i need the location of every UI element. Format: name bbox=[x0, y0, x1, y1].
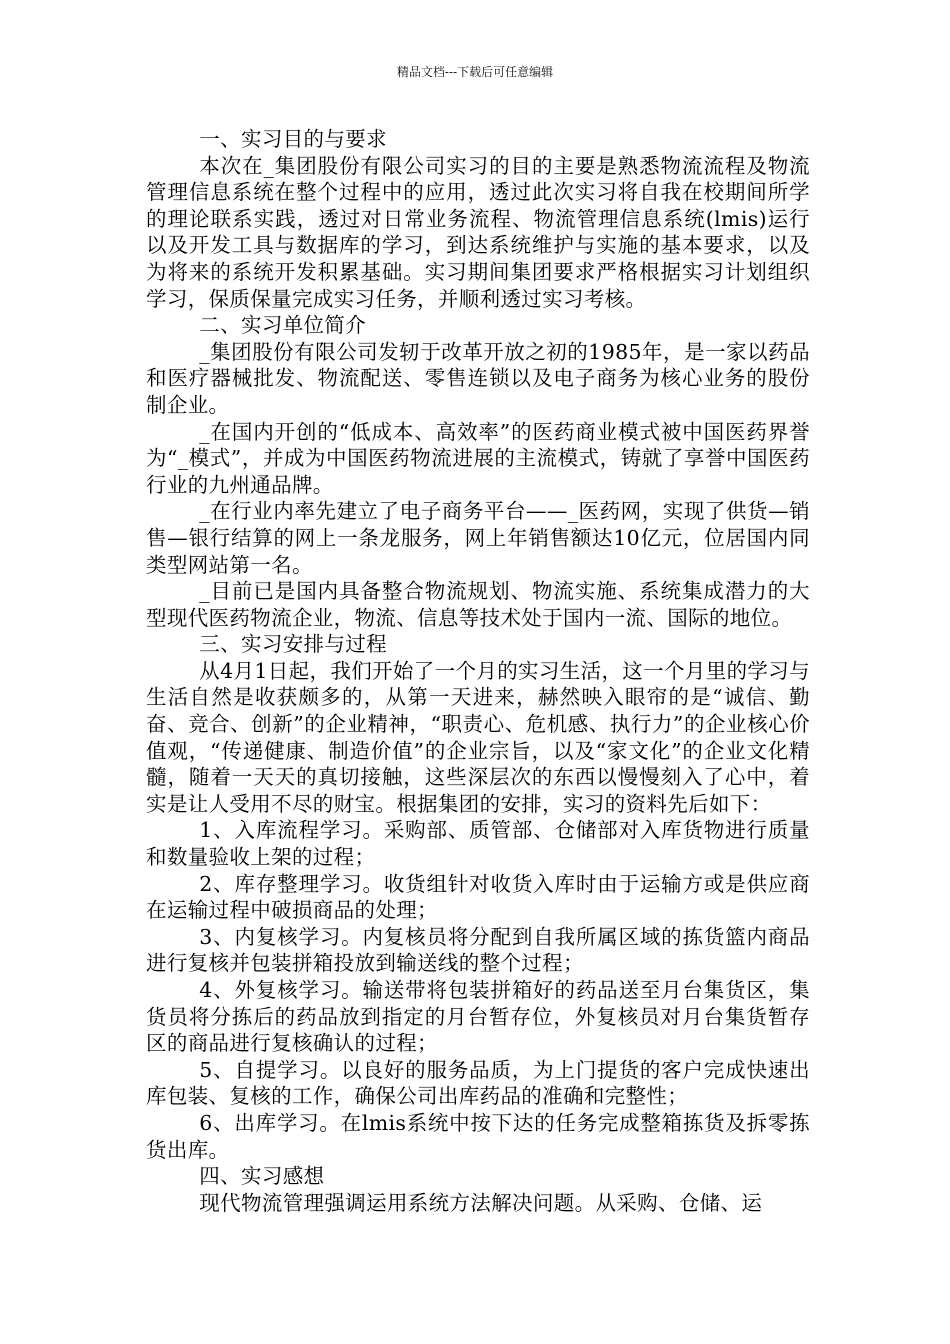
section-heading: 四、实习感想 bbox=[199, 1164, 325, 1189]
body-paragraph: 本次在_集团股份有限公司实习的目的主要是熟悉物流流程及物流管理信息系统在整个过程中的应用，透过此次实习将自我在校期间所学的理论联系实践，透过对日常业务流程、物流管理信息系统(lmis)运行以及开发工具与数据库的学习，到达系统维护与实施的基本要求，以及为将来的系统开发积累基础。实习期间集团要求严格根据实习计划组织学习，保质保量完成实习任务，并顺利透过实习考核。 bbox=[146, 153, 810, 311]
section-heading: 二、实习单位简介 bbox=[199, 313, 367, 338]
list-item: 5、自提学习。以良好的服务品质，为上门提货的客户完成快速出库包装、复核的工作，确保公司出库药品的准确和完整性； bbox=[146, 1057, 810, 1109]
list-item: 3、内复核学习。内复核员将分配到自我所属区域的拣货篮内商品进行复核并包装拼箱投放到输送线的整个过程； bbox=[146, 924, 810, 976]
body-paragraph: _集团股份有限公司发轫于改革开放之初的1985年，是一家以药品和医疗器械批发、物流配送、零售连锁以及电子商务为核心业务的股份制企业。 bbox=[146, 339, 810, 417]
page-header: 精品文档---下载后可任意编辑 bbox=[396, 65, 554, 79]
section-heading: 一、实习目的与要求 bbox=[199, 127, 387, 151]
list-item: 2、库存整理学习。收货组针对收货入库时由于运输方或是供应商在运输过程中破损商品的处理； bbox=[146, 871, 810, 923]
list-item: 1、入库流程学习。采购部、质管部、仓储部对入库货物进行质量和数量验收上架的过程； bbox=[146, 818, 810, 870]
body-paragraph: 从4月1日起，我们开始了一个月的实习生活，这一个月里的学习与生活自然是收获颇多的，从第一天进来，赫然映入眼帘的是“诚信、勤奋、竞合、创新”的企业精神，“职责心、危机感、执行力”的企业核心价值观，“传递健康、制造价值”的企业宗旨，以及“家文化”的企业文化精髓，随着一天天的真切接触，这些深层次的东西以慢慢刻入了心中，着实是让人受用不尽的财宝。根据集团的安排，实习的资料先后如下： bbox=[146, 658, 810, 816]
body-paragraph: 现代物流管理强调运用系统方法解决问题。从采购、仓储、运 bbox=[199, 1190, 763, 1215]
section-heading: 三、实习安排与过程 bbox=[199, 632, 387, 657]
list-item: 6、出库学习。在lmis系统中按下达的任务完成整箱拣货及拆零拣货出库。 bbox=[146, 1110, 810, 1162]
body-paragraph: _目前已是国内具备整合物流规划、物流实施、系统集成潜力的大型现代医药物流企业，物流、信息等技术处于国内一流、国际的地位。 bbox=[146, 579, 810, 630]
list-item: 4、外复核学习。输送带将包装拼箱好的药品送至月台集货区，集货员将分拣后的药品放到指定的月台暂存位，外复核员对月台集货暂存区的商品进行复核确认的过程； bbox=[146, 978, 810, 1056]
document-body bbox=[146, 126, 810, 1216]
body-paragraph: _在行业内率先建立了电子商务平台——_医药网，实现了供货—销售—银行结算的网上一条龙服务，网上年销售额达10亿元，位居国内同类型网站第一名。 bbox=[146, 499, 810, 577]
body-paragraph: _在国内开创的“低成本、高效率”的医药商业模式被中国医药界誉为“_模式”，并成为中国医药物流进展的主流模式，铸就了享誉中国医药行业的九州通品牌。 bbox=[146, 419, 810, 497]
